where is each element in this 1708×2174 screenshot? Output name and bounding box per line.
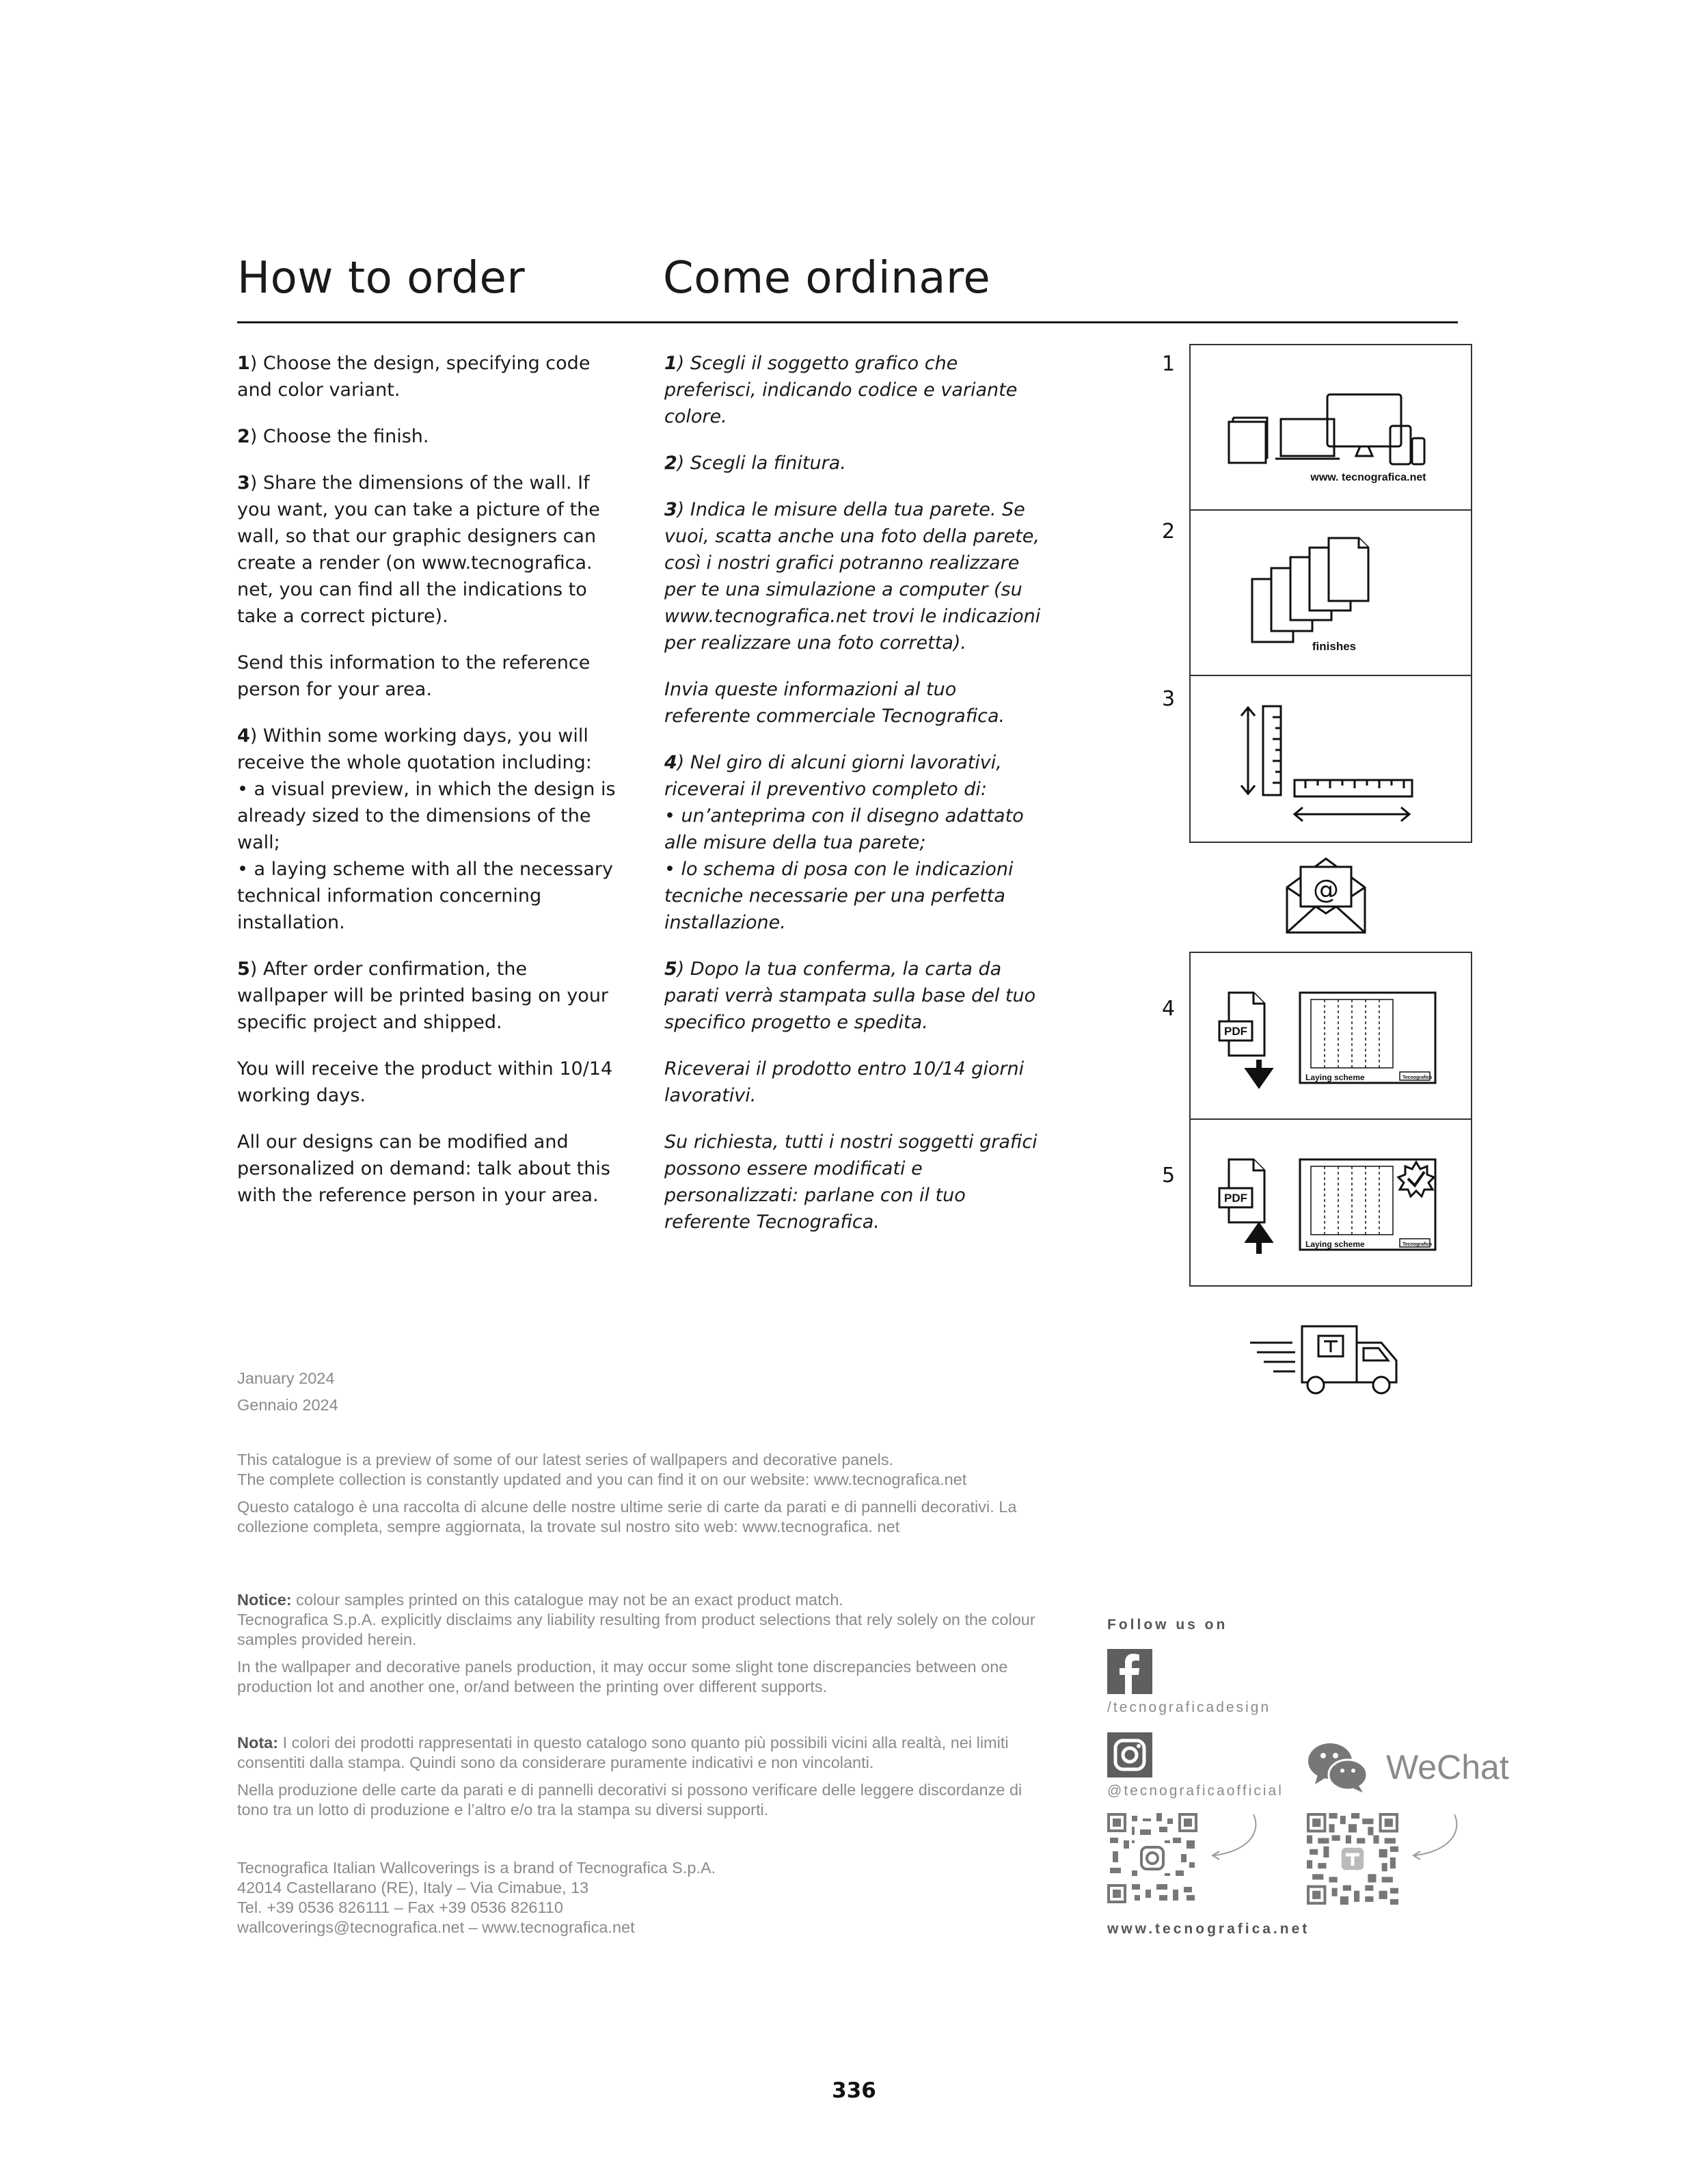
- step-2-box: [1189, 509, 1472, 677]
- svg-text:PDF: PDF: [1224, 1025, 1247, 1038]
- it-step-3b: Invia queste informazioni al tuo referente commerciale Tecnografica.: [664, 679, 1005, 727]
- date-en: January 2024: [237, 1369, 335, 1387]
- page-number: 336: [832, 2078, 876, 2103]
- measure-icon: [1191, 676, 1471, 842]
- en-customize: All our designs can be modified and personalized on demand: talk about this with the reference person in your area.: [237, 1131, 610, 1206]
- en-step-1: 1) Choose the design, specifying code and color variant.: [237, 353, 591, 401]
- step-number-3: 3: [1162, 687, 1176, 711]
- step-number-2: 2: [1162, 520, 1176, 544]
- en-step-3b: Send this information to the reference person for your area.: [237, 652, 591, 700]
- step-1-box: [1189, 344, 1472, 512]
- step-3-box: [1189, 675, 1472, 843]
- arrow-decoration-2: [1401, 1812, 1463, 1866]
- email-icon: [1282, 853, 1370, 938]
- facebook-handle[interactable]: /tecnograficadesign: [1107, 1700, 1271, 1715]
- step-number-4: 4: [1162, 997, 1176, 1021]
- devices-icon: [1191, 345, 1471, 511]
- svg-text:Tecnografica: Tecnografica: [1402, 1242, 1433, 1247]
- step-5-box: [1189, 1118, 1472, 1287]
- english-column: [237, 350, 620, 1229]
- en-step-3: 3) Share the dimensions of the wall. If you want, you can take a picture of the wall, so that our graphic designers can create a render (on www.tecnografica. net, you can find all the indications to take a correct picture).: [237, 472, 600, 627]
- it-delivery: Riceverai il prodotto entro 10/14 giorni lavorativi.: [664, 1058, 1025, 1106]
- en-step-4: 4) Within some working days, you will receive the whole quotation including: • a visual preview, in which the design is already sized to the dimensions of the wall; • a laying scheme with all the necessary technical information concerning installation.: [237, 725, 616, 933]
- instagram-handle[interactable]: @tecnograficaofficial: [1107, 1783, 1284, 1799]
- svg-text:@: @: [1313, 874, 1339, 904]
- wechat-qr-code: [1307, 1813, 1398, 1905]
- nota-block: Nota: I colori dei prodotti rappresentati in questo catalogo sono quanto più possibili vicini alla realtà, nei limiti consentiti dalla stampa. Quindi sono da considerare puramente indicativi e non vincolanti. Nella produzione delle carte da parati e di pannelli decorativi si possono verificare delle leggere discordanze di tono tra un lotto di produzione e l’altro e/o tra la stampa su diversi supporti.: [237, 1734, 1022, 1819]
- svg-text:Tecnografica: Tecnografica: [1402, 1075, 1433, 1080]
- italian-column: [664, 350, 1047, 1255]
- date-it: Gennaio 2024: [237, 1396, 338, 1414]
- wechat-label: WeChat: [1386, 1748, 1509, 1786]
- catalogue-info: This catalogue is a preview of some of our latest series of wallpapers and decorative panels. The complete collection is constantly updated and you can find it on our website: www.tecnografica.net Questo catalogo è una raccolta di alcune delle nostre ultime serie di carte da parati e di pannelli decorativi. La collezione completa, sempre aggiornata, la trovate sul nostro sito web: www.tecnografica. net: [237, 1451, 1017, 1535]
- it-step-2: 2) Scegli la finitura.: [664, 453, 846, 474]
- follow-us-label: Follow us on: [1107, 1617, 1228, 1633]
- it-step-1: 1) Scegli il soggetto grafico che preferisci, indicando codice e variante colore.: [664, 353, 1018, 427]
- en-step-5: 5) After order confirmation, the wallpaper will be printed basing on your specific project and shipped.: [237, 958, 609, 1033]
- en-delivery: You will receive the product within 10/14 working days.: [237, 1058, 613, 1106]
- instagram-icon[interactable]: [1107, 1732, 1152, 1777]
- en-step-2: 2) Choose the finish.: [237, 426, 429, 447]
- step-number-1: 1: [1162, 352, 1176, 376]
- it-step-4: 4) Nel giro di alcuni giorni lavorativi, riceverai il preventivo completo di: • un’anteprima con il disegno adattato alle misure della tua parete; • lo schema di posa con le indicazioni tecniche necessarie per una perfetta installazione.: [664, 752, 1024, 933]
- website-link[interactable]: www.tecnografica.net: [1107, 1921, 1310, 1937]
- address-block: Tecnografica Italian Wallcoverings is a brand of Tecnografica S.p.A. 42014 Castellarano (RE), Italy – Via Cimabue, 13 Tel. +39 0536 826111 – Fax +39 0536 826110 wallcoverings@tecnografica.net – www.tecnografica.net: [237, 1859, 716, 1936]
- instagram-qr-code: [1107, 1813, 1197, 1903]
- it-step-5: 5) Dopo la tua conferma, la carta da parati verrà stampata sulla base del tuo specifico progetto e spedita.: [664, 958, 1036, 1033]
- it-step-3: 3) Indica le misure della tua parete. Se vuoi, scatta anche una foto della parete, così i nostri grafici potranno realizzare per te una simulazione a computer (su www.tecnografica.net trovi le indicazioni per realizzare una foto corretta).: [664, 499, 1041, 654]
- title-divider: [237, 321, 1458, 323]
- delivery-truck-icon: [1247, 1318, 1405, 1397]
- step-4-box: [1189, 952, 1472, 1121]
- pdf-download-icon: [1191, 953, 1471, 1120]
- title-it: Come ordinare: [663, 253, 991, 304]
- title-en: How to order: [237, 253, 526, 304]
- facebook-icon[interactable]: [1107, 1649, 1152, 1694]
- svg-text:finishes: finishes: [1312, 640, 1357, 653]
- pdf-upload-icon: [1191, 1120, 1471, 1285]
- it-customize: Su richiesta, tutti i nostri soggetti grafici possono essere modificati e personalizzati: parlane con il tuo referente Tecnografica.: [664, 1131, 1038, 1233]
- notice-block: Notice: colour samples printed on this catalogue may not be an exact product match. Tecnografica S.p.A. explicitly disclaims any liability resulting from product selections that rely solely on the colour samples provided herein. In the wallpaper and decorative panels production, it may occur some slight tone discrepancies between one production lot and another one, or/and between the printing over different supports.: [237, 1591, 1035, 1695]
- finishes-icon: [1191, 511, 1471, 676]
- step-number-5: 5: [1162, 1164, 1176, 1187]
- svg-text:PDF: PDF: [1224, 1192, 1247, 1205]
- svg-text:Laying scheme: Laying scheme: [1305, 1239, 1365, 1249]
- wechat-icon[interactable]: [1307, 1741, 1370, 1794]
- svg-text:www. tecnografica.net: www. tecnografica.net: [1310, 472, 1426, 483]
- arrow-decoration-1: [1200, 1812, 1262, 1866]
- date-block: [237, 1369, 338, 1415]
- svg-text:Laying scheme: Laying scheme: [1305, 1073, 1365, 1082]
